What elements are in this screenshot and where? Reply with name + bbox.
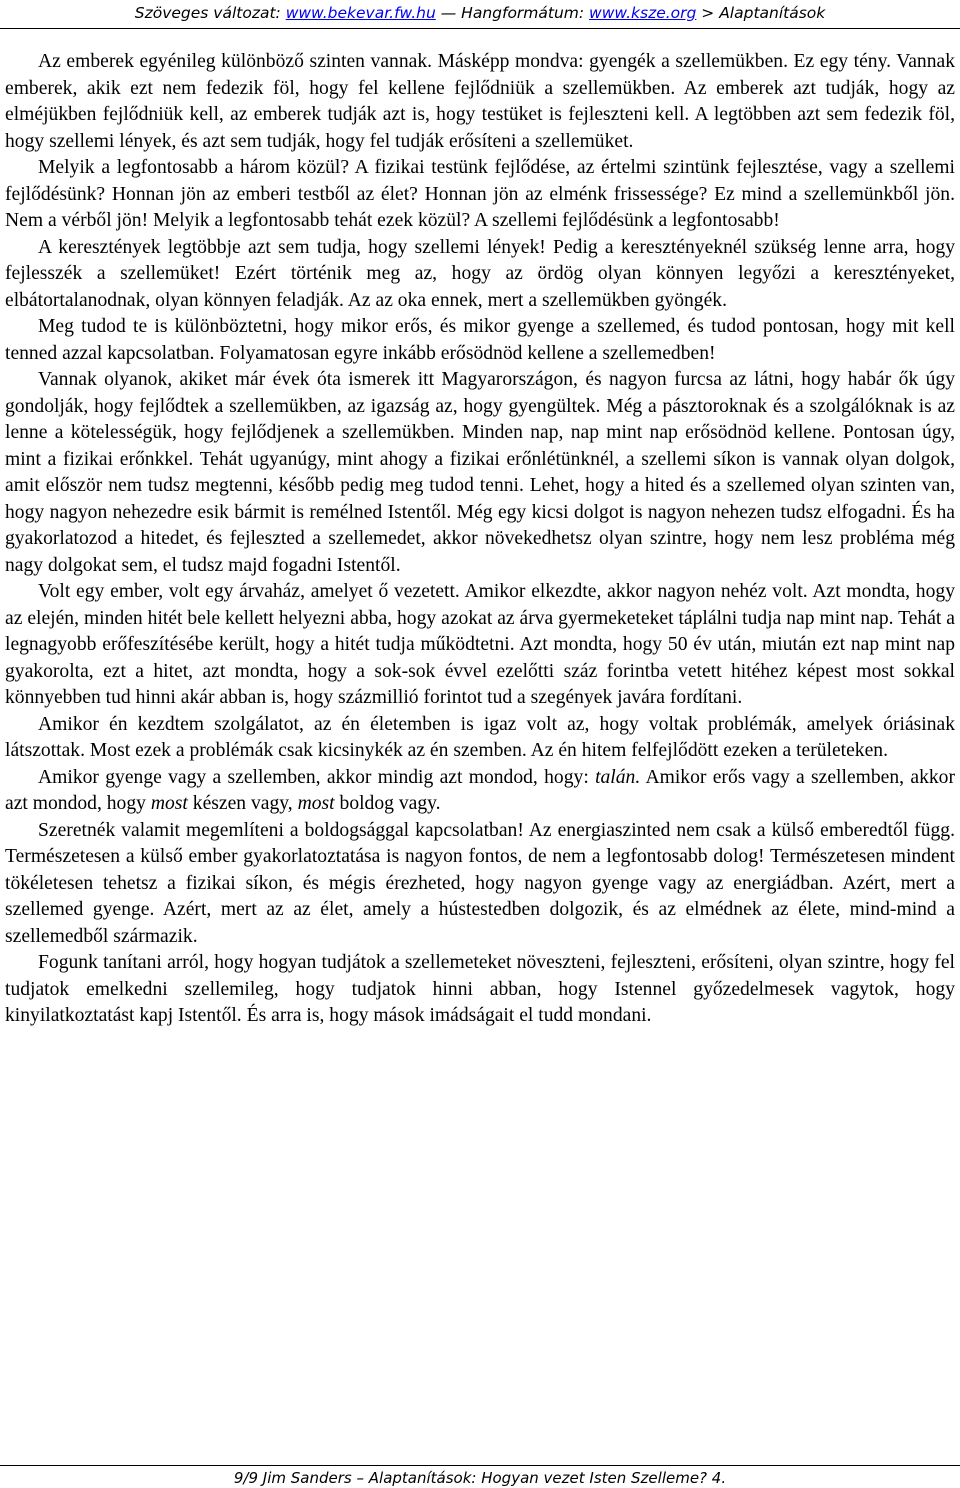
header-text-version-label: Szöveges változat:	[134, 4, 286, 22]
paragraph-text: Melyik a legfontosabb a három közül? A fizikai testünk fejlődése, az értelmi szintünk fejlesztése, vagy a szellemi fejlődésünk? Honnan jön az emberi testből az élet? Honnan jön az elménk frissessége? Ez mind a szellemünkből jön. Nem a vérből jön! Melyik a legfontosabb tehát ezek közül? A szellemi fejlődésünk a legfontosabb!	[5, 157, 955, 231]
paragraph-text: A keresztények legtöbbje azt sem tudja, hogy szellemi lények! Pedig a keresztényeknél szükség lenne arra, hogy fejlesszék a szellemüket! Ezért történik meg az, hogy az ördög olyan könnyen legyőzi a keresztényeket, elbátortalanodnak, olyan könnyen feladják. Az az oka ennek, mert a szellemükben gyöngék.	[5, 236, 955, 311]
body-paragraph	[5, 818, 955, 951]
body-paragraph	[5, 367, 955, 579]
body-paragraph	[5, 712, 955, 765]
page-header	[0, 0, 960, 27]
header-text-section: > Alaptanítások	[696, 4, 826, 22]
emphasis-text: most	[297, 793, 335, 814]
emphasis-text: most	[150, 793, 188, 814]
paragraph-text: Szeretnék valamit megemlíteni a boldogsággal kapcsolatban! Az energiaszinted nem csak a külső emberedtől függ. Természetesen a külső ember gyakorlatoztatása is nagyon fontos, de nem a legfontosabb dolog! Természetesen mindent tökéletesen tehetsz a fizikai síkon, és mégis érezheted, hogy nagyon gyenge vagy az energiádban. Azért, mert a szellemed gyenge. Azért, mert az az élet, amely a hústestedben dolgozik, és az elmédnek az élete, mind-mind a szellemedből származik.	[5, 819, 955, 947]
paragraph-text: Amikor erős vagy a szellemben, akkor azt mondod, hogy	[5, 766, 955, 814]
paragraph-text: Meg tudod te is különböztetni, hogy mikor erős, és mikor gyenge a szellemed, és tudod pontosan, hogy mit kell tenned azzal kapcsolatban. Folyamatosan egyre inkább erősödnöd kellene a szellemedben!	[5, 316, 955, 364]
paragraph-text: Amikor gyenge vagy a szellemben, akkor mindig azt mondod, hogy:	[38, 766, 596, 788]
footer-divider	[0, 1465, 960, 1466]
header-text-audio-label: — Hangformátum:	[435, 4, 590, 22]
body-paragraph	[5, 765, 955, 818]
emphasis-text: talán.	[595, 766, 641, 788]
paragraph-text: készen vagy,	[187, 793, 298, 814]
body-paragraph	[5, 155, 955, 235]
paragraph-text: Volt egy ember, volt egy árvaház, amelyet ő vezetett. Amikor elkezdte, akkor nagyon nehéz volt. Azt mondta, hogy az elején, minden hitét bele kellett helyezni abba, hogy azokat az árva gyermeketeket táplálni tudja nap mint nap. Tehát a legnagyobb erőfeszítésébe került, hogy a hitét tudja működtetni. Azt mondta, hogy 50 év után, miután ezt nap mint nap gyakorolta, ezt a hitet, azt mondta, hogy a sok-sok évvel ezelőtti száz forintba vetett hitéhez képest most sokkal könnyebben tud hinni akár abban is, hogy százmillió forintot tud a szegények javára fordítani.	[5, 581, 955, 708]
body-paragraph	[5, 49, 955, 155]
body-paragraph	[5, 579, 955, 712]
paragraph-text: boldog vagy.	[334, 793, 441, 814]
paragraph-text: Az emberek egyénileg különböző szinten vannak. Másképp mondva: gyengék a szellemükben. Ez egy tény. Vannak emberek, akik ezt nem fedezik föl, hogy fel kellene fejlődniük a szellemükben. Az emberek azt tudják, hogy az elméjükben fejlődniük kell, az emberek tudják azt is, hogy testüket is fejleszteni kell. A legtöbben azt sem fedezik föl, hogy szellemi lények, és azt sem tudják, hogy fel tudják erősíteni a szellemüket.	[5, 51, 955, 152]
paragraph-text: Vannak olyanok, akiket már évek óta ismerek itt Magyarországon, és nagyon furcsa az látni, hogy habár ők úgy gondolják, hogy fejlődtek a szellemükben, az igazság az, hogy gyengültek. Még a pásztoroknak és a szolgálóknak is az lenne a kötelességük, hogy fejlődjenek a szellemükben. Minden nap, nap mint nap erősödnöd kellene. Pontosan úgy, mint a fizikai erőnkkel. Tehát ugyanúgy, mint ahogy a fizikai erőnlétünknél, a szellemi síkon is vannak olyan dolgok, amit először nem tudsz megtenni, később pedig meg tudod tenni. Lehet, hogy a hited és a szellemed olyan szinten van, hogy nagyon nehezedre esik bármit is remélned Istentől. Még egy kicsi dolgot is nagyon nehezen tudsz elfogadni. És ha gyakorlatozod a hitedet, és fejleszted a szellemedet, akkor növekedhetsz olyan szintre, hogy nem lesz probléma még nagy dolgokat sem, el tudsz majd fogadni Istentől.	[5, 369, 955, 576]
header-link-ksze[interactable]: www.ksze.org	[589, 4, 697, 22]
header-link-bekevar[interactable]: www.bekevar.fw.hu	[285, 4, 436, 22]
body-paragraph	[5, 314, 955, 367]
header-divider	[0, 28, 960, 29]
paragraph-text: Amikor én kezdtem szolgálatot, az én életemben is igaz volt az, hogy voltak problémák, amelyek óriásinak látszottak. Most ezek a problémák csak kicsinykék az én szemben. Az én hitem felfejlődött ezeken a területeken.	[5, 713, 955, 761]
body-paragraph	[5, 235, 955, 315]
body-paragraph	[5, 950, 955, 1030]
paragraph-text: Fogunk tanítani arról, hogy hogyan tudjátok a szellemeteket növeszteni, fejleszteni, erősíteni, olyan szintre, hogy fel tudjatok emelkedni szellemileg, hogy tudjatok hinni abban, hogy Istennel győzedelmesek vagytok, hogy kinyilatkoztatást kapj Istentől. És arra is, hogy mások imádságait el tudd mondani.	[5, 952, 955, 1026]
document-body	[5, 49, 955, 1030]
page-footer: 9/9 Jim Sanders – Alaptanítások: Hogyan vezet Isten Szelleme? 4.	[233, 1469, 727, 1487]
